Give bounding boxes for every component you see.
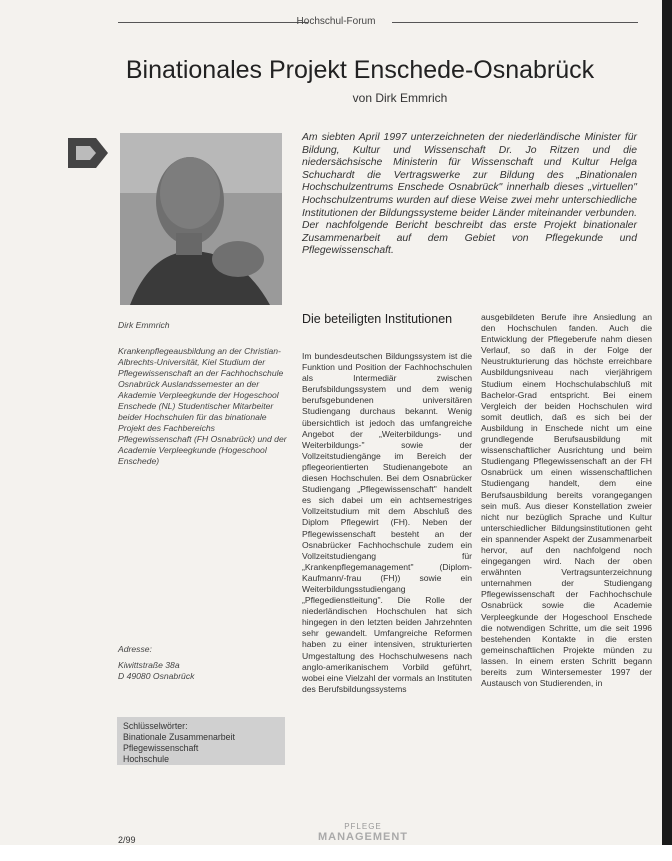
body-column-1: Im bundesdeutschen Bildungssystem ist die Funktion und Position der Fachhochschulen als Intermediär zwischen Berufsbildungssystem und dem wenig berufsgebundenen universitären Studiengang durchaus bekannt. Wenig übersichtlich ist jedoch das umfangreiche Angebot der „Weiterbildungs- und Weiterbildungs-" sowie der Vollzeitstudiengänge im Bereich der pflegeorientierten Studienangebote an diesen Hochschulen. Bei dem Osnabrücker Studiengang „Pflegewissenschaft" handelt es sich dabei um ein achtsemestriges Vollzeitstudium mit dem Abschluß des Diplom Pflegewirt (FH). Neben der Pflegewissenschaft besteht an der Osnabrücker Fachhochschule zudem ein Vollzeitstudiengang für „Krankenpflegemanagement" (Diplom-Kaufmann/-frau (FH)) sowie ein Weiterbildungsstudiengang „Pflegedienstleitung". Die Rolle der niederländischen Hochschulen hat sich hingegen in den letzten beiden Jahrzehnten sehr gewandelt. Umfangreiche Reformen haben zu einer intensiven, strukturierten Umgestaltung des Hochschulwesens nach anglo-amerikanischem Vorbild geführt, wobei eine Vielzahl der vormals an Instituten des Berufsbildungssystems	[302, 351, 472, 694]
address-label: Adresse:	[118, 644, 152, 654]
author-portrait-photo	[120, 133, 282, 305]
keyword-item: Pflegewissenschaft	[123, 743, 199, 753]
magazine-logo	[298, 822, 428, 843]
page-number: 2/99	[118, 835, 136, 845]
body-column-2: ausgebildeten Berufe ihre Ansiedlung an den Hochschulen fanden. Auch die Entwicklung der Pflegeberufe nahm diesen Verlauf, so daß in der Folge der Neustrukturierung das höchste erreichbare Ausbildungsniveau nach vierjährigem Studium einem Hochschulabschluß mit Bachelor-Grad entspricht. Bei einem Vergleich der beiden Hochschulen wird somit deutlich, daß es sich bei der Ausbildung in Enschede nicht um eine grundlegende Berufsausbildung mit wissenschaftlicher Ausrichtung und beim Studiengang Pflegewissenschaft an der FH Osnabrück um einen wissenschaftlichen Studiengang handelt, dem eine Berufsausbildung bereits vorangegangen sein muß. Aus dieser Konstellation zweier nicht nur bezüglich Sprache und Kultur unterschiedlicher Bildungsinstitutionen geht ein spannender Aspekt der Zusammenarbeit hervor, auf den nachfolgend noch eingegangen wird. Nach der oben erwähnten Vertragsunterzeichnung unternahmen der Studiengang Pflegewissenschaft der Fachhochschule Osnabrück sowie die Academie Verpleegkunde der Hogeschool Enschede die notwendigen Schritte, um die seit 1996 bestehenden Kontakte in die ersten gemeinschaftlichen Projekte münden zu lassen. In einem ersten Schritt begann bereits zum Wintersemester 1997 der Austausch von Studierenden, in	[481, 312, 652, 689]
keyword-item: Binationale Zusammenarbeit	[123, 732, 235, 742]
section-label: Hochschul-Forum	[296, 16, 376, 27]
page-title: Binationales Projekt Enschede-Osnabrück	[125, 56, 595, 84]
sidebar-author-bio: Krankenpflegeausbildung an der Christian-Albrechts-Universität, Kiel Studium der Pflegewissenschaft an der Fachhochschule Osnabrück Auslandssemester an der Akademie Verpleegkunde der Hogeschool Enschede (NL) Studentischer Mitarbeiter beider Hochschulen für das binationale Projekt des Fachbereichs Pflegewissenschaft (FH Osnabrück) und der Academie Verpleegkunde (Hogeschool Enschede)	[118, 346, 287, 466]
address-street: Kiwittstraße 38a	[118, 660, 180, 670]
keyword-item: Hochschule	[123, 754, 169, 764]
intro-paragraph: Am siebten April 1997 unterzeichneten der niederländische Minister für Bildung, Kultur und Wissenschaft Dr. Jo Ritzen und die niedersächsische Ministerin für Wissenschaft und Kultur Helga Schuchardt die Vertragswerke zur Bildung des „Binationalen Hochschulzentrums Enschede Osnabrück" innerhalb dieses „virtuellen" Hochschulzentrums wurden auf diese Weise zwei mehr unterschiedliche Institutionen der Bildungssysteme beider Länder miteinander verbunden. Der nachfolgende Bericht beschreibt das erste Projekt binationaler Zusammenarbeit auf dem Gebiet von Pflegekunde und Pflegewissenschaft.	[302, 132, 637, 257]
author-byline: von Dirk Emmrich	[352, 91, 448, 105]
keyword-label: Schlüsselwörter:	[123, 721, 188, 731]
section-heading: Die beteiligten Institutionen	[302, 312, 453, 326]
sidebar-author-name: Dirk Emmrich	[118, 320, 170, 330]
address-city: D 49080 Osnabrück	[118, 671, 195, 681]
keyword-list	[123, 721, 283, 765]
scan-bottom-margin	[0, 845, 672, 861]
logo-line-1: PFLEGE	[344, 822, 382, 831]
arrow-marker-icon	[68, 138, 108, 168]
header-rule-right	[392, 22, 638, 23]
logo-line-2: MANAGEMENT	[317, 831, 409, 843]
scan-edge	[662, 0, 672, 861]
